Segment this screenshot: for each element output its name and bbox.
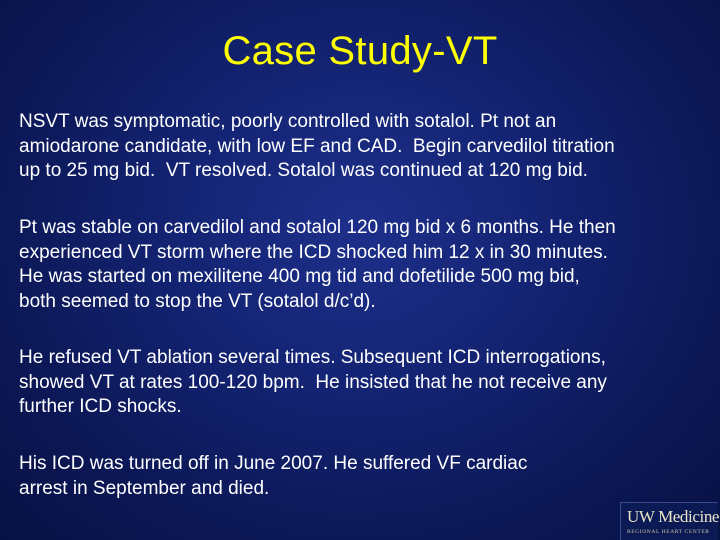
paragraph-ablation xyxy=(19,346,719,420)
text-line: up to 25 mg bid. VT resolved. Sotalol was continued at 120 mg bid. xyxy=(19,160,588,181)
text-line: experienced VT storm where the ICD shocked him 12 x in 30 minutes. xyxy=(19,241,608,263)
text-line: His ICD was turned off in June 2007. He suffered VF cardiac xyxy=(19,453,528,474)
text-line: He refused VT ablation several times. Subsequent ICD interrogations, xyxy=(19,347,606,368)
text-line: Pt was stable on carvedilol and sotalol 120 mg bid x 6 months. He then xyxy=(19,217,616,238)
paragraph-nsvt xyxy=(19,110,719,184)
text-line: both seemed to stop the VT (sotalol d/c’d). xyxy=(19,290,376,312)
text-line: further ICD shocks. xyxy=(19,396,182,417)
text-line: He was started on mexilitene 400 mg tid and dofetilide 500 mg bid, xyxy=(19,266,580,287)
slide-title: Case Study-VT xyxy=(222,29,498,73)
paragraph-vt-storm xyxy=(19,216,719,314)
text-line: amiodarone candidate, with low EF and CAD. Begin carvedilol titration xyxy=(19,135,615,157)
uw-medicine-logo xyxy=(620,502,718,540)
logo-name: UW Medicine xyxy=(627,507,720,526)
text-line: arrest in September and died. xyxy=(19,477,270,499)
text-line: NSVT was symptomatic, poorly controlled with sotalol. Pt not an xyxy=(19,111,557,132)
logo-subtitle: REGIONAL HEART CENTER xyxy=(627,529,710,535)
paragraph-outcome xyxy=(19,452,719,501)
text-line: showed VT at rates 100-120 bpm. He insisted that he not receive any xyxy=(19,371,607,393)
